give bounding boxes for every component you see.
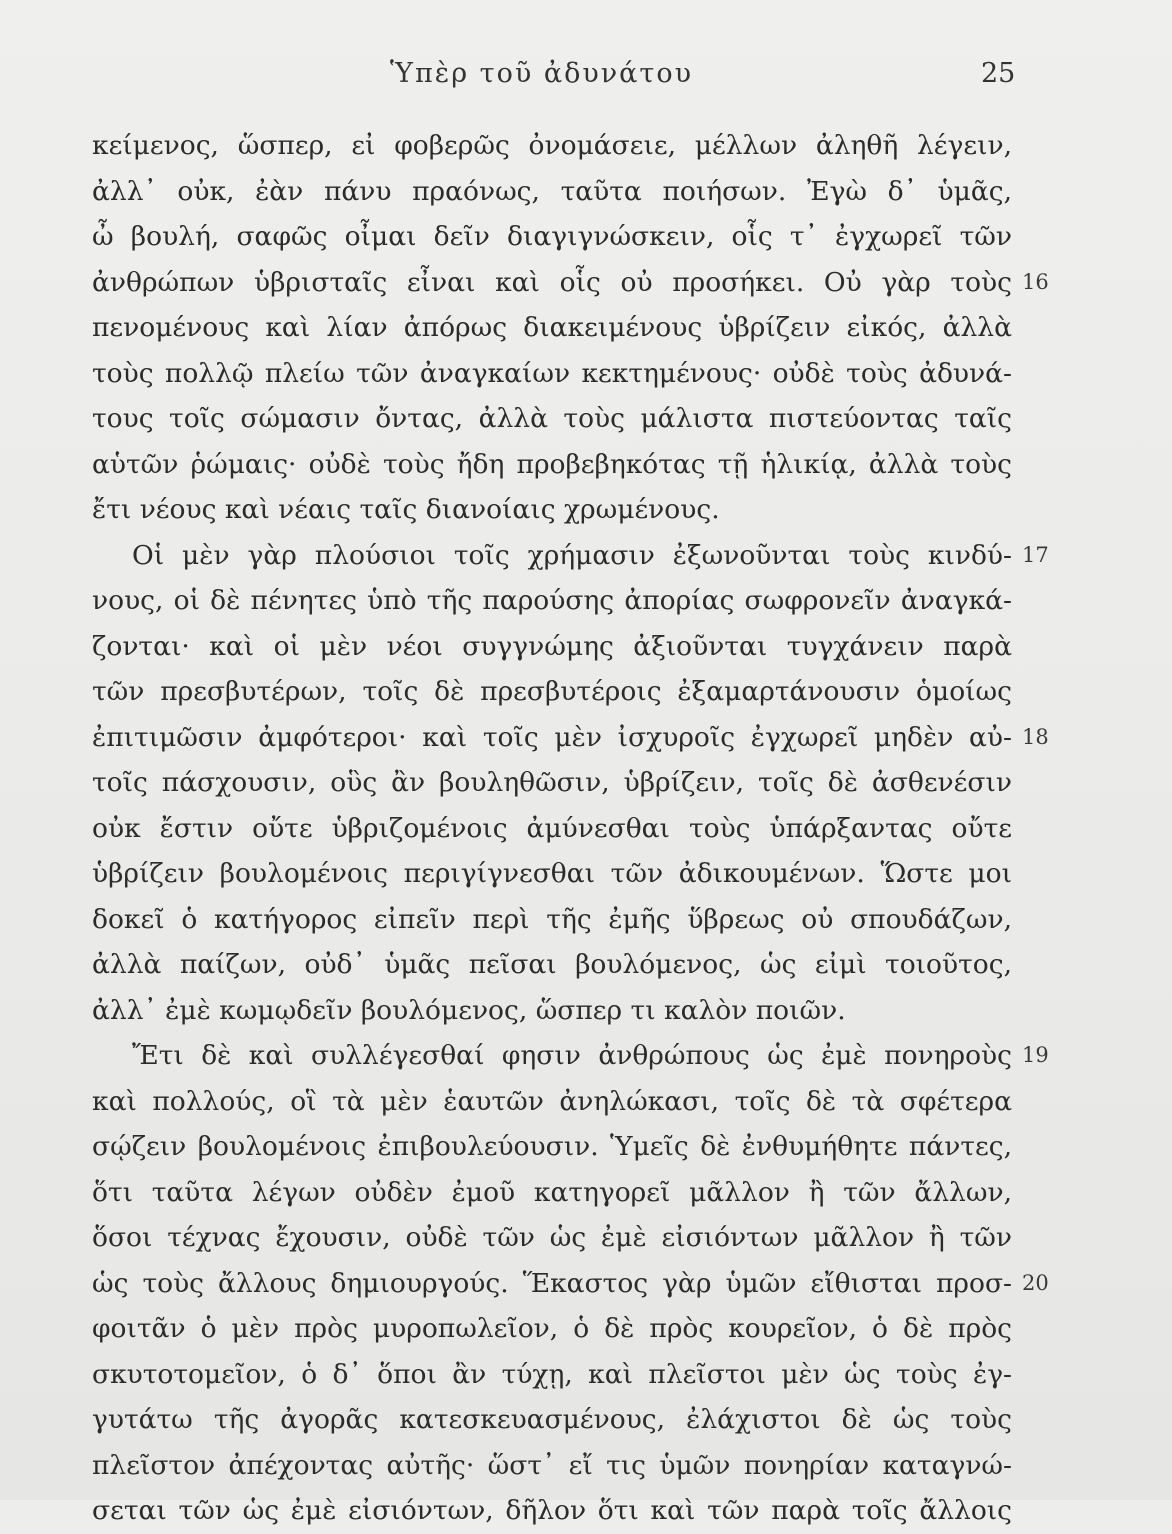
text-line: ἀνθρώπων ὑβρισταῖς εἶναι καὶ οἷς οὐ προσήκει. Οὐ γὰρ τοὺς [92,266,1012,298]
section-number: 16 [1022,269,1049,294]
text-line: σκυτοτομεῖον, ὁ δ᾽ ὅποι ἂν τύχῃ, καὶ πλεῖστοι μὲν ὡς τοὺς ἐγ- [92,1358,1012,1390]
text-line: τοὺς πολλῷ πλείω τῶν ἀναγκαίων κεκτημένους· οὐδὲ τοὺς ἀδυνά- [92,357,1012,389]
text-line: νους, οἱ δὲ πένητες ὑπὸ τῆς παρούσης ἀπορίας σωφρονεῖν ἀναγκά- [92,585,1012,616]
text-line: δοκεῖ ὁ κατήγορος εἰπεῖν περὶ τῆς ἐμῆς ὕβρεως οὐ σπουδάζων, [92,903,1012,935]
body-text [92,123,1012,1534]
text-line: ἀλλ᾽ ἐμὲ κωμῳδεῖν βουλόμενος, ὥσπερ τι καλὸν ποιῶν. [92,994,846,1026]
text-line: ὅτι ταῦτα λέγων οὐδὲν ἐμοῦ κατηγορεῖ μᾶλλον ἢ τῶν ἄλλων, [92,1176,1012,1208]
text-line: τοῖς πάσχουσιν, οὓς ἂν βουληθῶσιν, ὑβρίζειν, τοῖς δὲ ἀσθενέσιν [92,767,1012,798]
text-line: φοιτᾶν ὁ μὲν πρὸς μυροπωλεῖον, ὁ δὲ πρὸς κουρεῖον, ὁ δὲ πρὸς [92,1313,1012,1344]
text-line: πενομένους καὶ λίαν ἀπόρως διακειμένους ὑβρίζειν εἰκός, ἀλλὰ [92,312,1012,343]
section-number: 17 [1022,542,1049,567]
text-line: ἀλλὰ παίζων, οὐδ᾽ ὑμᾶς πεῖσαι βουλόμενος, ὡς εἰμὶ τοιοῦτος, [92,949,1012,980]
text-line: αὑτῶν ῥώμαις· οὐδὲ τοὺς ἤδη προβεβηκότας τῇ ἡλικίᾳ, ἀλλὰ τοὺς [92,448,1012,480]
text-line: ἔτι νέους καὶ νέαις ταῖς διανοίαις χρωμένους. [92,494,720,525]
text-line: Οἱ μὲν γὰρ πλούσιοι τοῖς χρήμασιν ἐξωνοῦνται τοὺς κινδύ- [132,539,1012,571]
text-line: τους τοῖς σώμασιν ὄντας, ἀλλὰ τοὺς μάλιστα πιστεύοντας ταῖς [92,403,1012,434]
section-number: 18 [1022,724,1049,749]
text-line: τῶν πρεσβυτέρων, τοῖς δὲ πρεσβυτέροις ἐξαμαρτάνουσιν ὁμοίως [92,676,1012,707]
text-line: ἀλλ᾽ οὐκ, ἐὰν πάνυ πραόνως, ταῦτα ποιήσων. Ἐγὼ δ᾽ ὑμᾶς, [92,175,1012,207]
text-line: πλεῖστον ἀπέχοντας αὐτῆς· ὥστ᾽ εἴ τις ὑμῶν πονηρίαν καταγνώ- [92,1449,1012,1481]
running-title: Ὑπὲρ τοῦ ἀδυνάτου [390,58,693,89]
text-line: ὑβρίζειν βουλομένοις περιγίγνεσθαι τῶν ἀδικουμένων. Ὥστε μοι [92,858,1012,889]
text-line: γυτάτω τῆς ἀγορᾶς κατεσκευασμένους, ἐλάχιστοι δὲ ὡς τοὺς [92,1404,1012,1435]
text-line: κείμενος, ὥσπερ, εἰ φοβερῶς ὀνομάσειε, μέλλων ἀληθῆ λέγειν, [92,130,1012,161]
text-line: ἐπιτιμῶσιν ἀμφότεροι· καὶ τοῖς μὲν ἰσχυροῖς ἐγχωρεῖ μηδὲν αὐ- [92,721,1012,753]
text-line: ὦ βουλή, σαφῶς οἶμαι δεῖν διαγιγνώσκειν, οἷς τ᾽ ἐγχωρεῖ τῶν [92,221,1012,252]
page-number: 25 [981,58,1016,89]
running-head [0,58,1172,98]
text-line: σεται τῶν ὡς ἐμὲ εἰσιόντων, δῆλον ὅτι καὶ τῶν παρὰ τοῖς ἄλλοις [92,1495,1012,1526]
section-number: 20 [1022,1270,1049,1295]
text-line: ὅσοι τέχνας ἔχουσιν, οὐδὲ τῶν ὡς ἐμὲ εἰσιόντων μᾶλλον ἢ τῶν [92,1222,1012,1253]
text-line: σῴζειν βουλομένοις ἐπιβουλεύουσιν. Ὑμεῖς δὲ ἐνθυμήθητε πάντες, [92,1131,1012,1162]
text-line: οὐκ ἔστιν οὔτε ὑβριζομένοις ἀμύνεσθαι τοὺς ὑπάρξαντας οὔτε [92,812,1012,844]
text-line: ζονται· καὶ οἱ μὲν νέοι συγγνώμης ἀξιοῦνται τυγχάνειν παρὰ [92,630,1012,662]
text-line: καὶ πολλούς, οἳ τὰ μὲν ἑαυτῶν ἀνηλώκασι, τοῖς δὲ τὰ σφέτερα [92,1085,1012,1117]
section-number: 19 [1022,1043,1049,1067]
text-line: Ἔτι δὲ καὶ συλλέγεσθαί φησιν ἀνθρώπους ὡς ἐμὲ πονηροὺς [132,1040,1012,1071]
text-line: ὡς τοὺς ἄλλους δημιουργούς. Ἕκαστος γὰρ ὑμῶν εἴθισται προσ- [92,1267,1012,1299]
